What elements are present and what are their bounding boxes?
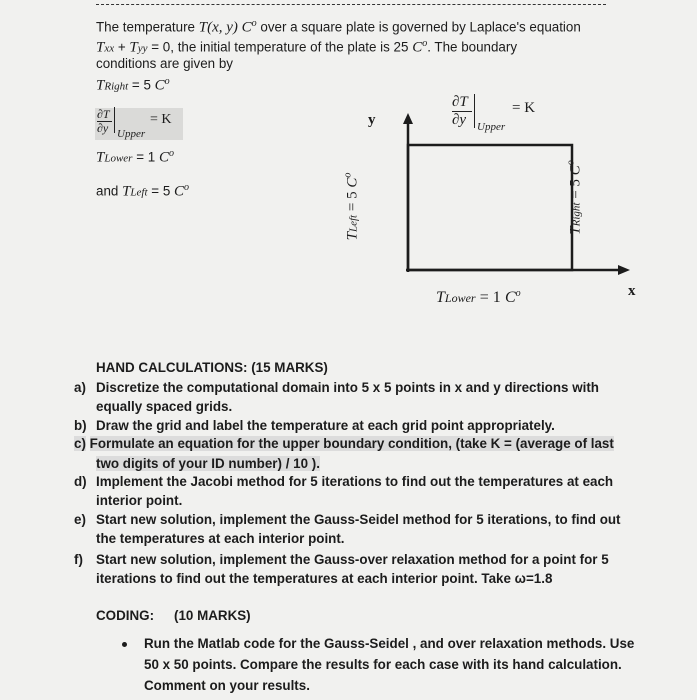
eq-term: T bbox=[96, 39, 105, 56]
intro-text: . The boundary bbox=[427, 39, 518, 55]
item-c-line: Formulate an equation for the upper boundary condition, bbox=[89, 436, 456, 451]
partial-t: ∂T bbox=[97, 107, 110, 121]
eq-k: = K bbox=[150, 112, 172, 127]
partial-y: ∂y bbox=[97, 121, 109, 135]
unit: C bbox=[158, 149, 169, 166]
item-e-line: the temperatures at each interior point. bbox=[96, 531, 345, 546]
t-symbol: T bbox=[344, 232, 361, 241]
t-symbol: T bbox=[436, 289, 445, 306]
t-sub: Left bbox=[347, 214, 360, 233]
t-symbol: T bbox=[96, 149, 105, 166]
item-letter: d) bbox=[74, 474, 87, 489]
t-symbol: T bbox=[567, 226, 584, 235]
item-letter: b) bbox=[74, 418, 87, 433]
top-upper-subscript: Upper bbox=[477, 121, 506, 133]
item-e-line: Start new solution, implement the Gauss-Seidel method for 5 iterations, to find out bbox=[96, 512, 621, 527]
plate-diagram bbox=[0, 0, 697, 320]
right-boundary-label bbox=[566, 160, 585, 234]
unit: C bbox=[154, 77, 165, 94]
hand-calc-title: HAND CALCULATIONS: (15 MARKS) bbox=[96, 360, 328, 375]
item-f-line: iterations to find out the temperatures at each interior point. Take ω=1.8 bbox=[96, 571, 553, 586]
y-axis-arrowhead bbox=[403, 113, 413, 124]
item-c-row bbox=[74, 436, 614, 452]
item-c-line: (take K = (average of last bbox=[455, 436, 614, 451]
eq-plus: + bbox=[117, 39, 126, 55]
t-sub: Lower bbox=[104, 152, 133, 165]
left-boundary-label bbox=[342, 173, 361, 241]
item-letter: c) bbox=[74, 436, 86, 451]
t-sub: Right bbox=[570, 202, 583, 227]
prefix: and bbox=[96, 183, 119, 199]
bullet-dot bbox=[122, 642, 127, 647]
unit: C bbox=[412, 39, 423, 56]
eq-sub: xx bbox=[104, 42, 115, 55]
degree: o bbox=[251, 18, 257, 29]
eq-rhs: = 0 bbox=[151, 39, 171, 55]
lower-boundary-label bbox=[436, 286, 521, 306]
item-d-line: interior point. bbox=[96, 493, 183, 508]
top-partial-y: ∂y bbox=[452, 112, 467, 128]
value: = 1 bbox=[479, 289, 501, 306]
intro-text: , the initial temperature of the plate is 25 bbox=[170, 39, 409, 55]
item-a-line: Discretize the computational domain into 5 x 5 points in x and y directions with bbox=[96, 380, 599, 395]
degree: o bbox=[565, 160, 577, 166]
degree: o bbox=[342, 172, 354, 178]
top-evaluation-bar bbox=[474, 94, 475, 128]
unit: C bbox=[344, 177, 361, 188]
unit: C bbox=[567, 165, 584, 176]
x-axis-arrowhead bbox=[618, 265, 630, 275]
degree: o bbox=[422, 38, 428, 49]
eq-term: T bbox=[129, 39, 138, 56]
item-letter: e) bbox=[74, 512, 86, 527]
value: = 5 bbox=[131, 77, 151, 93]
value: = 1 bbox=[136, 149, 156, 165]
y-axis-label: y bbox=[368, 112, 376, 128]
eq-sub: yy bbox=[137, 42, 148, 55]
t-sub: Lower bbox=[444, 291, 476, 305]
top-partial-t: ∂T bbox=[452, 94, 468, 110]
t-symbol: T bbox=[122, 183, 131, 200]
unit: C bbox=[504, 289, 516, 306]
item-letter: f) bbox=[74, 552, 83, 567]
item-c-line: two digits of your ID number) / 10 ). bbox=[96, 456, 320, 471]
item-f-line: Start new solution, implement the Gauss-over relaxation method for a point for 5 bbox=[96, 552, 609, 567]
degree: o bbox=[515, 288, 521, 299]
top-eq-k: = K bbox=[512, 100, 536, 116]
t-sub: Right bbox=[104, 80, 129, 93]
item-c-row-2 bbox=[96, 456, 320, 472]
t-sub: Left bbox=[130, 186, 148, 199]
x-axis-label: x bbox=[628, 283, 636, 299]
item-d-line: Implement the Jacobi method for 5 iterations to find out the temperatures at each bbox=[96, 474, 614, 489]
value: = 5 bbox=[344, 191, 361, 212]
coding-bullet-line: 50 x 50 points. Compare the results for each case with its hand calculation. bbox=[144, 657, 622, 672]
coding-title: CODING: bbox=[96, 608, 155, 623]
coding-bullet-line: Comment on your results. bbox=[144, 678, 310, 693]
value: = 5 bbox=[151, 183, 171, 199]
coding-marks: (10 MARKS) bbox=[174, 608, 251, 623]
temperature-function: T(x, y) bbox=[198, 19, 238, 36]
intro-text: The temperature bbox=[96, 19, 195, 35]
coding-bullet-line: Run the Matlab code for the Gauss-Seidel , and over relaxation methods. Use bbox=[144, 636, 635, 651]
unit: C bbox=[174, 183, 185, 200]
intro-text: over a square plate is governed by Laplace's equation bbox=[260, 19, 581, 35]
square-plate bbox=[408, 145, 572, 270]
item-b-line: Draw the grid and label the temperature at each grid point appropriately. bbox=[96, 418, 555, 433]
degree: o bbox=[164, 76, 170, 87]
t-symbol: T bbox=[96, 77, 105, 94]
item-letter: a) bbox=[74, 380, 86, 395]
degree: o bbox=[168, 148, 174, 159]
value: = 5 bbox=[567, 179, 584, 199]
upper-subscript: Upper bbox=[117, 128, 146, 140]
unit: C bbox=[241, 19, 252, 36]
degree: o bbox=[184, 182, 190, 193]
intro-line-3: conditions are given by bbox=[96, 56, 233, 71]
item-a-line: equally spaced grids. bbox=[96, 399, 233, 414]
